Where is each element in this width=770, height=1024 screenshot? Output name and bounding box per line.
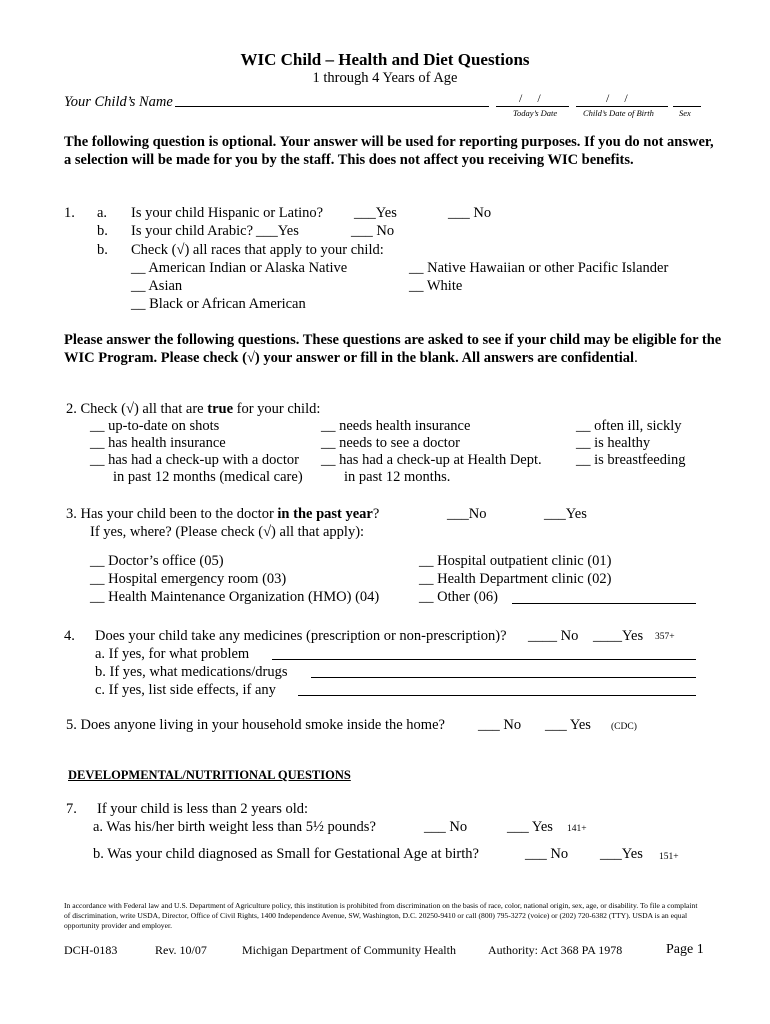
q2-option-breastfeeding[interactable]: __ is breastfeeding [576, 452, 686, 468]
q4b-field[interactable] [311, 677, 696, 678]
q7b-code: 151+ [659, 852, 679, 862]
q4-no-option[interactable]: ____ No [528, 628, 579, 644]
q1-number: 1. [64, 205, 75, 221]
q1b-letter: b. [97, 223, 108, 239]
q3-option-other[interactable]: __ Other (06) [419, 589, 498, 605]
q2-option-has-insurance[interactable]: __ has health insurance [90, 435, 226, 451]
q2-option-needs-doctor[interactable]: __ needs to see a doctor [321, 435, 460, 451]
q1c-question: Check (√) all races that apply to your child: [131, 242, 384, 258]
q1b-yes-option[interactable]: ___Yes [256, 223, 299, 239]
q2-option-doctor-checkup[interactable]: __ has had a check-up with a doctor [90, 452, 299, 468]
q7a-code: 141+ [567, 824, 587, 834]
q1a-yes-option[interactable]: ___Yes [354, 205, 397, 221]
page-title: WIC Child – Health and Diet Questions [240, 50, 530, 69]
q3-no-option[interactable]: ___No [447, 506, 487, 522]
child-dob-label: Child’s Date of Birth [583, 108, 654, 118]
q3-option-outpatient-clinic[interactable]: __ Hospital outpatient clinic (01) [419, 553, 612, 569]
race-option-black[interactable]: __ Black or African American [131, 296, 306, 312]
eligibility-notice [64, 331, 724, 367]
child-name-label: Your Child’s Name [64, 94, 173, 110]
q1b-question: Is your child Arabic? [131, 223, 254, 239]
q2-option-doctor-checkup-cont: in past 12 months (medical care) [113, 469, 303, 485]
race-option-american-indian[interactable]: __ American Indian or Alaska Native [131, 260, 348, 276]
q4b-label: b. If yes, what medications/drugs [95, 664, 288, 680]
q1c-letter: b. [97, 242, 108, 258]
q4-code: 357+ [655, 632, 675, 642]
q2-option-health-dept-checkup-cont: in past 12 months. [344, 469, 451, 485]
q1a-question: Is your child Hispanic or Latino? [131, 205, 324, 221]
q4-yes-option[interactable]: ____Yes [593, 628, 644, 644]
q3-option-hmo[interactable]: __ Health Maintenance Organization (HMO) (04) [90, 589, 380, 605]
q4-prompt: Does your child take any medicines (prescription or non-prescription)? [95, 628, 507, 644]
q2-prompt [66, 401, 320, 418]
optional-notice: The following question is optional. Your answer will be used for reporting purposes. If you do not answer, a selection will be made for you by the staff. This does not affect you receiving WIC benefits. [64, 134, 714, 168]
q3-option-emergency-room[interactable]: __ Hospital emergency room (03) [90, 571, 287, 587]
q2-option-healthy[interactable]: __ is healthy [576, 435, 651, 451]
q4c-label: c. If yes, list side effects, if any [95, 682, 276, 698]
q1a-letter: a. [97, 205, 108, 221]
q2-option-up-to-date-shots[interactable]: __ up-to-date on shots [90, 418, 220, 434]
q5-code: (CDC) [611, 722, 637, 732]
nondiscrimination-statement: In accordance with Federal law and U.S. Department of Agriculture policy, this institution is prohibited from discrimination on the basis of race, color, national origin, sex, age, or disability. To file a complaint of discrimination, write USDA, Director, Office of Civil Rights, 1400 Independence Avenue, SW, Washington, D.C. 20250-9410 or call (800) 795-3272 (voice) or (202) 720-6382 (TTY). USDA is an equal opportunity provider and employer. [64, 901, 698, 930]
child-name-field[interactable] [175, 106, 489, 107]
q2-prompt-emphasis: true [207, 401, 233, 417]
q5-no-option[interactable]: ___ No [478, 717, 522, 733]
q3-yes-option[interactable]: ___Yes [544, 506, 587, 522]
q7a-question: a. Was his/her birth weight less than 5½ pounds? [93, 819, 376, 835]
sex-field[interactable] [673, 106, 701, 107]
q1b-no-option[interactable]: ___ No [351, 223, 395, 239]
page-subtitle: 1 through 4 Years of Age [312, 70, 458, 86]
todays-date-label: Today’s Date [513, 108, 558, 118]
q4a-field[interactable] [272, 659, 696, 660]
q1a-no-option[interactable]: ___ No [448, 205, 492, 221]
authority: Authority: Act 368 PA 1978 [488, 943, 623, 957]
q3-option-health-dept-clinic[interactable]: __ Health Department clinic (02) [419, 571, 612, 587]
section-heading: DEVELOPMENTAL/NUTRITIONAL QUESTIONS [68, 768, 351, 782]
page-number: Page 1 [666, 942, 704, 957]
q3-prompt [66, 506, 379, 523]
race-option-pacific-islander[interactable]: __ Native Hawaiian or other Pacific Islander [409, 260, 669, 276]
form-revision: Rev. 10/07 [155, 943, 207, 957]
q3-option-doctors-office[interactable]: __ Doctor’s office (05) [90, 553, 224, 569]
q7b-question: b. Was your child diagnosed as Small for Gestational Age at birth? [93, 846, 479, 862]
q7b-yes-option[interactable]: ___Yes [600, 846, 643, 862]
q5-prompt: 5. Does anyone living in your household smoke inside the home? [66, 717, 445, 733]
q2-option-needs-insurance[interactable]: __ needs health insurance [321, 418, 471, 434]
department-name: Michigan Department of Community Health [242, 943, 456, 957]
q3-where-prompt: If yes, where? (Please check (√) all that apply): [90, 524, 365, 540]
q3-prompt-start: 3. Has your child been to the doctor [66, 506, 278, 522]
q2-prompt-start: 2. Check (√) all that are [66, 401, 208, 417]
q2-option-often-ill[interactable]: __ often ill, sickly [576, 418, 682, 434]
q2-option-health-dept-checkup[interactable]: __ has had a check-up at Health Dept. [321, 452, 542, 468]
q7-number: 7. [66, 801, 77, 817]
q4a-label: a. If yes, for what problem [95, 646, 250, 662]
q7a-no-option[interactable]: ___ No [424, 819, 468, 835]
q3-other-field[interactable] [512, 603, 696, 604]
q7b-no-option[interactable]: ___ No [525, 846, 569, 862]
q4c-field[interactable] [298, 695, 696, 696]
q3-prompt-end: ? [372, 506, 380, 522]
todays-date-slashes: / / [519, 91, 541, 105]
sex-label: Sex [679, 108, 691, 118]
q7a-yes-option[interactable]: ___ Yes [507, 819, 553, 835]
q3-prompt-emphasis: in the past year [277, 506, 373, 522]
form-number: DCH-0183 [64, 943, 118, 957]
race-option-white[interactable]: __ White [409, 278, 463, 294]
q5-yes-option[interactable]: ___ Yes [545, 717, 591, 733]
race-option-asian[interactable]: __ Asian [131, 278, 183, 294]
q2-prompt-end: for your child: [233, 401, 321, 417]
eligibility-notice-text: Please answer the following questions. These questions are asked to see if your child may be eligible for the WIC Program. Please check (√) your answer or fill in the blank. All answers are confidential [64, 332, 722, 366]
child-dob-slashes: / / [606, 91, 628, 105]
eligibility-notice-period: . [634, 350, 638, 366]
q4-number: 4. [64, 628, 75, 644]
q7-prompt: If your child is less than 2 years old: [97, 801, 309, 817]
